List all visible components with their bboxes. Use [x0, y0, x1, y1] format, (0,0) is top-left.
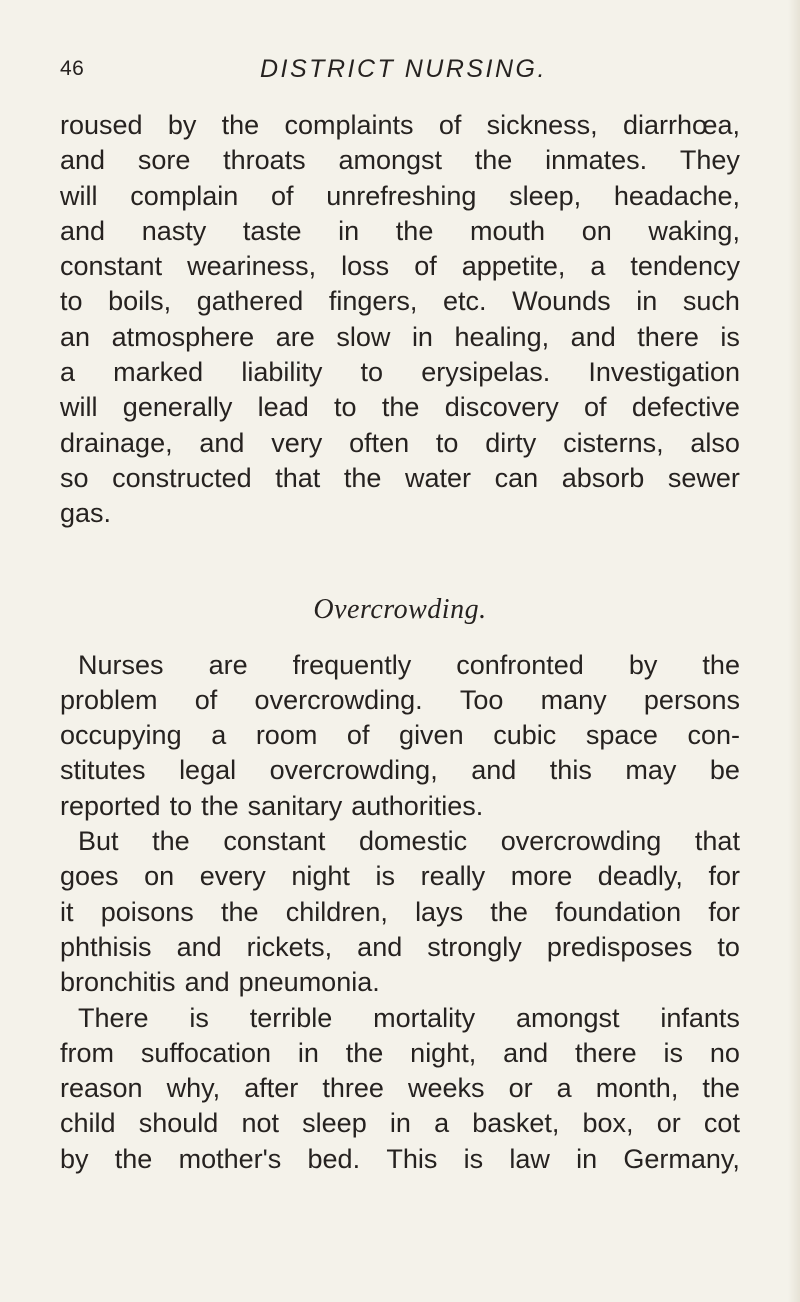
- word: mortality: [373, 1002, 476, 1033]
- word: by: [167, 110, 197, 140]
- word: weeks: [407, 1073, 485, 1104]
- word: diarrhœa,: [622, 110, 740, 140]
- word: for: [708, 861, 740, 892]
- word: many: [540, 684, 607, 715]
- word: cubic: [493, 720, 557, 751]
- word: strongly: [427, 931, 522, 962]
- word: occupying: [60, 720, 182, 751]
- word: amongst: [338, 145, 442, 176]
- word: and: [60, 145, 106, 176]
- word: given: [399, 720, 464, 751]
- word: sleep: [302, 1108, 367, 1139]
- word: gas.: [60, 498, 112, 529]
- word: rickets,: [246, 931, 333, 962]
- word: stitutes: [60, 755, 146, 786]
- word: This: [386, 1143, 438, 1174]
- word: is: [663, 1037, 683, 1068]
- word: Germany,: [623, 1143, 740, 1174]
- running-head: DISTRICT NURSING.: [260, 55, 547, 83]
- word: healing,: [454, 321, 550, 352]
- word: of: [194, 684, 218, 715]
- word: such: [682, 286, 740, 317]
- word: be: [709, 755, 740, 786]
- word: taste: [242, 215, 302, 246]
- word: cot: [703, 1108, 740, 1139]
- word: in: [576, 1143, 598, 1174]
- word: reported: [60, 790, 161, 821]
- word: deadly,: [597, 861, 683, 892]
- word: and: [199, 427, 245, 458]
- word: the: [381, 392, 420, 423]
- page-edge-shadow: [788, 0, 800, 1302]
- word: may: [625, 755, 677, 786]
- word: a: [434, 1108, 450, 1139]
- word: not: [241, 1108, 279, 1139]
- word: headache,: [613, 180, 740, 211]
- word: reason: [60, 1073, 143, 1104]
- text-line: [60, 390, 740, 425]
- word: defective: [631, 392, 740, 423]
- paragraph-2: [60, 648, 740, 824]
- word: predisposes: [546, 931, 693, 962]
- word: every: [199, 861, 266, 892]
- text-line: [60, 249, 740, 284]
- word: also: [690, 427, 740, 458]
- word: bed.: [307, 1143, 361, 1174]
- word: by: [60, 1143, 89, 1174]
- word: to: [717, 931, 740, 962]
- word: to: [169, 790, 193, 821]
- text-line: [60, 461, 740, 496]
- word: it: [60, 896, 74, 927]
- word: infants: [660, 1002, 740, 1033]
- word: Too: [459, 684, 504, 715]
- word: suffocation: [140, 1037, 271, 1068]
- word: absorb: [561, 462, 645, 493]
- word: the: [490, 896, 528, 927]
- text-line: [60, 789, 740, 824]
- word: the: [345, 1037, 384, 1068]
- word: to: [334, 392, 357, 423]
- word: an: [60, 321, 91, 352]
- text-line: [60, 895, 740, 930]
- word: overcrowding,: [269, 755, 438, 786]
- word: the: [343, 462, 382, 493]
- word: drainage,: [60, 427, 173, 458]
- word: and: [60, 215, 106, 246]
- text-line: [60, 1001, 740, 1036]
- word: con-: [687, 720, 740, 751]
- word: after: [244, 1073, 299, 1104]
- word: generally: [122, 392, 233, 423]
- word: nasty: [141, 215, 207, 246]
- word: there: [575, 1037, 637, 1068]
- word: the: [474, 145, 513, 176]
- text-line: [60, 355, 740, 390]
- word: phthisis: [60, 931, 152, 962]
- word: of: [584, 392, 607, 423]
- word: discovery: [444, 392, 559, 423]
- word: etc.: [443, 286, 487, 317]
- word: mother's: [178, 1143, 282, 1174]
- word: to: [60, 286, 83, 317]
- text-line: [60, 930, 740, 965]
- word: throats: [223, 145, 306, 176]
- word: terrible: [249, 1002, 333, 1033]
- word: and: [176, 931, 222, 962]
- word: is: [189, 1002, 209, 1033]
- word: the: [395, 215, 434, 246]
- text-line: [60, 1142, 740, 1177]
- word: fingers,: [328, 286, 418, 317]
- word: of: [438, 110, 462, 140]
- word: night,: [410, 1037, 477, 1068]
- word: child: [60, 1108, 116, 1139]
- word: a: [60, 357, 76, 388]
- word: should: [138, 1108, 219, 1139]
- word: mouth: [470, 215, 546, 246]
- word: no: [709, 1037, 740, 1068]
- text-line: [60, 426, 740, 461]
- word: really: [420, 861, 486, 892]
- word: the: [152, 826, 190, 857]
- text-line: [60, 143, 740, 178]
- word: sickness,: [486, 110, 598, 140]
- word: for: [708, 896, 740, 927]
- word: in: [411, 321, 433, 352]
- word: frequently: [292, 649, 412, 680]
- word: of: [271, 180, 294, 211]
- word: why,: [166, 1073, 221, 1104]
- word: sore: [137, 145, 191, 176]
- text-line: [60, 214, 740, 249]
- word: children,: [285, 896, 388, 927]
- word: water: [405, 462, 472, 493]
- word: that: [694, 826, 740, 857]
- word: persons: [643, 684, 740, 715]
- paragraph-4: [60, 1001, 740, 1177]
- text-line: [60, 320, 740, 355]
- text-line: [60, 179, 740, 214]
- word: pneumonia.: [238, 967, 380, 998]
- word: overcrowding.: [254, 684, 423, 715]
- word: slow: [336, 321, 391, 352]
- word: a: [211, 720, 227, 751]
- word: very: [271, 427, 323, 458]
- word: loss: [341, 251, 390, 282]
- word: is: [463, 1143, 484, 1174]
- word: constructed: [112, 462, 252, 493]
- paragraph-3: [60, 824, 740, 1000]
- word: bronchitis: [60, 967, 176, 998]
- word: lead: [257, 392, 309, 423]
- text-line: [60, 284, 740, 319]
- word: more: [510, 861, 573, 892]
- word: marked: [113, 357, 204, 388]
- word: and: [357, 931, 403, 962]
- word: and: [503, 1037, 549, 1068]
- word: erysipelas.: [421, 357, 551, 388]
- word: are: [275, 321, 315, 352]
- text-line: [60, 108, 740, 143]
- word: goes: [60, 861, 119, 892]
- word: night: [291, 861, 350, 892]
- word: that: [275, 462, 321, 493]
- word: basket,: [472, 1108, 560, 1139]
- word: in: [338, 215, 360, 246]
- word: atmosphere: [111, 321, 255, 352]
- word: problem: [60, 684, 158, 715]
- word: boils,: [108, 286, 172, 317]
- text-line: [60, 648, 740, 683]
- word: and: [570, 321, 616, 352]
- word: lays: [415, 896, 464, 927]
- word: sleep,: [509, 180, 582, 211]
- word: inmates.: [545, 145, 648, 176]
- word: tendency: [630, 251, 740, 282]
- word: poisons: [100, 896, 194, 927]
- word: of: [414, 251, 437, 282]
- word: gathered: [196, 286, 304, 317]
- word: will: [60, 180, 98, 211]
- word: and: [184, 967, 230, 998]
- word: on: [581, 215, 612, 246]
- word: or: [508, 1073, 533, 1104]
- word: of: [346, 720, 370, 751]
- word: to: [360, 357, 384, 388]
- paragraph-1: [60, 108, 740, 532]
- word: room: [255, 720, 318, 751]
- word: a: [556, 1073, 572, 1104]
- word: and: [471, 755, 517, 786]
- word: or: [656, 1108, 681, 1139]
- word: cisterns,: [563, 427, 664, 458]
- word: legal: [179, 755, 237, 786]
- word: often: [349, 427, 410, 458]
- word: the: [702, 649, 740, 680]
- text-line: [60, 824, 740, 859]
- word: will: [60, 392, 98, 423]
- body-text: [60, 108, 740, 1177]
- word: domestic: [359, 826, 468, 857]
- word: from: [60, 1037, 114, 1068]
- word: authorities.: [351, 790, 484, 821]
- word: in: [636, 286, 658, 317]
- word: month,: [595, 1073, 679, 1104]
- word: the: [221, 896, 259, 927]
- word: a: [590, 251, 606, 282]
- text-line: [60, 965, 740, 1000]
- word: dirty: [485, 427, 537, 458]
- word: this: [549, 755, 592, 786]
- word: sewer: [667, 462, 740, 493]
- word: unrefreshing: [326, 180, 477, 211]
- word: overcrowding: [500, 826, 662, 857]
- word: liability: [241, 357, 323, 388]
- word: constant: [223, 826, 326, 857]
- word: complain: [130, 180, 239, 211]
- word: But: [78, 826, 119, 857]
- word: box,: [582, 1108, 634, 1139]
- word: roused: [60, 110, 143, 140]
- word: There: [78, 1002, 149, 1033]
- section-spacer: [60, 532, 740, 590]
- word: law: [509, 1143, 550, 1174]
- word: is: [720, 321, 740, 352]
- word: Nurses: [78, 649, 164, 680]
- text-line: [60, 1106, 740, 1141]
- word: sanitary: [247, 790, 343, 821]
- word: by: [628, 649, 658, 680]
- word: foundation: [555, 896, 682, 927]
- page-number: 46: [60, 57, 85, 80]
- word: Investigation: [588, 357, 740, 388]
- word: the: [201, 790, 239, 821]
- word: They: [679, 145, 740, 176]
- word: constant: [60, 251, 163, 282]
- text-line: [60, 718, 740, 753]
- word: three: [322, 1073, 384, 1104]
- word: Wounds: [512, 286, 611, 317]
- word: the: [221, 110, 260, 140]
- word: the: [702, 1073, 740, 1104]
- word: to: [435, 427, 459, 458]
- text-line: [60, 1036, 740, 1071]
- word: can: [494, 462, 539, 493]
- text-line: [60, 1071, 740, 1106]
- word: are: [208, 649, 248, 680]
- word: complaints: [284, 110, 414, 140]
- word: so: [60, 462, 89, 493]
- section-heading: Overcrowding.: [313, 593, 487, 625]
- word: amongst: [515, 1002, 620, 1033]
- word: in: [297, 1037, 319, 1068]
- text-line: [60, 859, 740, 894]
- text-line: [60, 496, 740, 531]
- word: on: [144, 861, 175, 892]
- word: appetite,: [461, 251, 566, 282]
- word: the: [114, 1143, 153, 1174]
- word: space: [585, 720, 658, 751]
- word: waking,: [648, 215, 740, 246]
- word: in: [389, 1108, 411, 1139]
- word: is: [375, 861, 396, 892]
- word: weariness,: [187, 251, 317, 282]
- word: there: [637, 321, 699, 352]
- text-line: [60, 683, 740, 718]
- page-header: [60, 55, 760, 95]
- text-line: [60, 753, 740, 788]
- word: confronted: [456, 649, 584, 680]
